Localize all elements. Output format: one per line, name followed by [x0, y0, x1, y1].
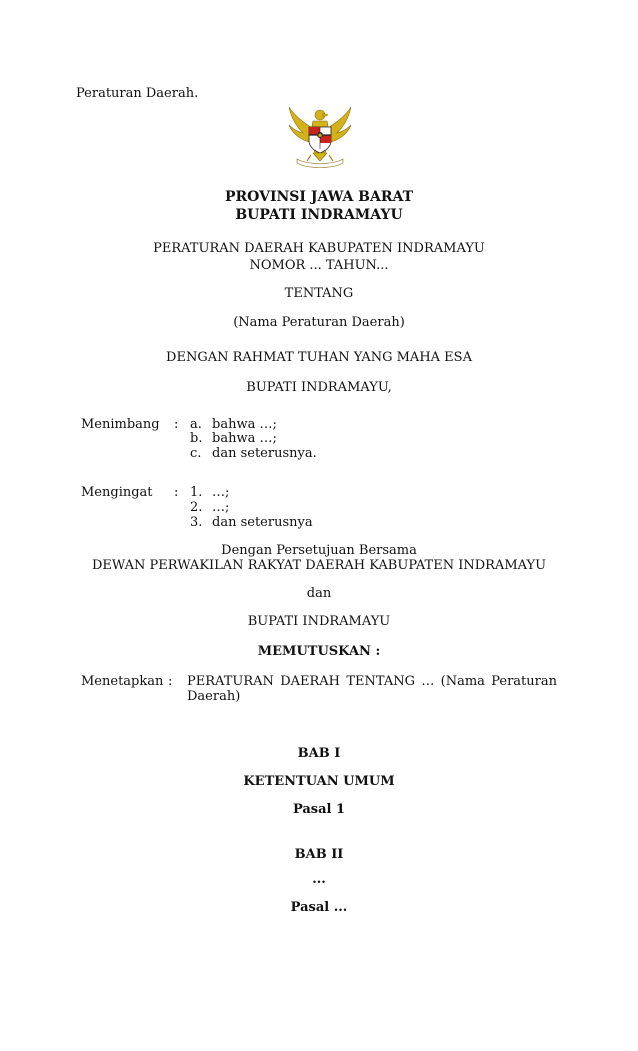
- mengingat-item-3: dan seterusnya: [212, 515, 313, 530]
- menetapkan-colon: :: [168, 674, 173, 689]
- menimbang-item-c: dan seterusnya.: [212, 446, 317, 461]
- menimbang-item-b: bahwa …;: [212, 431, 277, 446]
- approval-regent-line: BUPATI INDRAMAYU: [247, 614, 391, 629]
- mengingat-item-2: …;: [212, 500, 230, 515]
- garuda-emblem-icon: [285, 103, 355, 169]
- menimbang-colon: :: [174, 417, 179, 432]
- menimbang-mark-c: c.: [190, 446, 202, 461]
- menetapkan-word: (Nama: [440, 674, 485, 689]
- decides-heading: MEMUTUSKAN :: [257, 644, 381, 659]
- ketentuan-umum-heading: KETENTUAN UMUM: [243, 774, 395, 789]
- regent-heading: BUPATI INDRAMAYU: [235, 207, 403, 223]
- and-line: dan: [306, 586, 332, 601]
- regent-line: BUPATI INDRAMAYU,: [246, 380, 392, 395]
- menetapkan-text-line2: Daerah): [187, 689, 241, 704]
- bab-2-heading: BAB II: [294, 847, 344, 862]
- menetapkan-word: TENTANG: [346, 674, 415, 689]
- bab-1-heading: BAB I: [297, 746, 341, 761]
- mengingat-mark-1: 1.: [190, 485, 203, 500]
- mengingat-colon: :: [174, 485, 179, 500]
- approval-line: Dengan Persetujuan Bersama: [221, 543, 417, 558]
- menimbang-mark-a: a.: [190, 417, 202, 432]
- province-heading: PROVINSI JAWA BARAT: [224, 189, 414, 205]
- pasal-next-heading: Pasal ...: [290, 900, 348, 915]
- mengingat-mark-2: 2.: [190, 500, 203, 515]
- regulation-number: NOMOR ... TAHUN...: [249, 258, 389, 273]
- mengingat-item-1: …;: [212, 485, 230, 500]
- dprd-line: DEWAN PERWAKILAN RAKYAT DAERAH KABUPATEN INDRAMAYU: [91, 558, 547, 573]
- mengingat-mark-3: 3.: [190, 515, 203, 530]
- menetapkan-word: PERATURAN: [187, 674, 274, 689]
- menetapkan-word: Peraturan: [491, 674, 557, 689]
- pasal-1-heading: Pasal 1: [292, 802, 346, 817]
- menimbang-item-a: bahwa …;: [212, 417, 277, 432]
- mengingat-label: Mengingat: [81, 485, 153, 500]
- regulation-title: PERATURAN DAERAH KABUPATEN INDRAMAYU: [153, 241, 485, 256]
- ellipsis-heading: ...: [312, 872, 326, 887]
- grace-line: DENGAN RAHMAT TUHAN YANG MAHA ESA: [166, 350, 472, 365]
- regulation-name: (Nama Peraturan Daerah): [233, 315, 405, 330]
- about-label: TENTANG: [284, 286, 354, 301]
- menetapkan-text-line: [187, 674, 557, 689]
- menimbang-mark-b: b.: [190, 431, 203, 446]
- menetapkan-word: DAERAH: [280, 674, 341, 689]
- intro-text: Peraturan Daerah.: [76, 86, 199, 101]
- menetapkan-label: Menetapkan: [81, 674, 164, 689]
- menetapkan-word: …: [421, 674, 435, 689]
- menimbang-label: Menimbang: [81, 417, 160, 432]
